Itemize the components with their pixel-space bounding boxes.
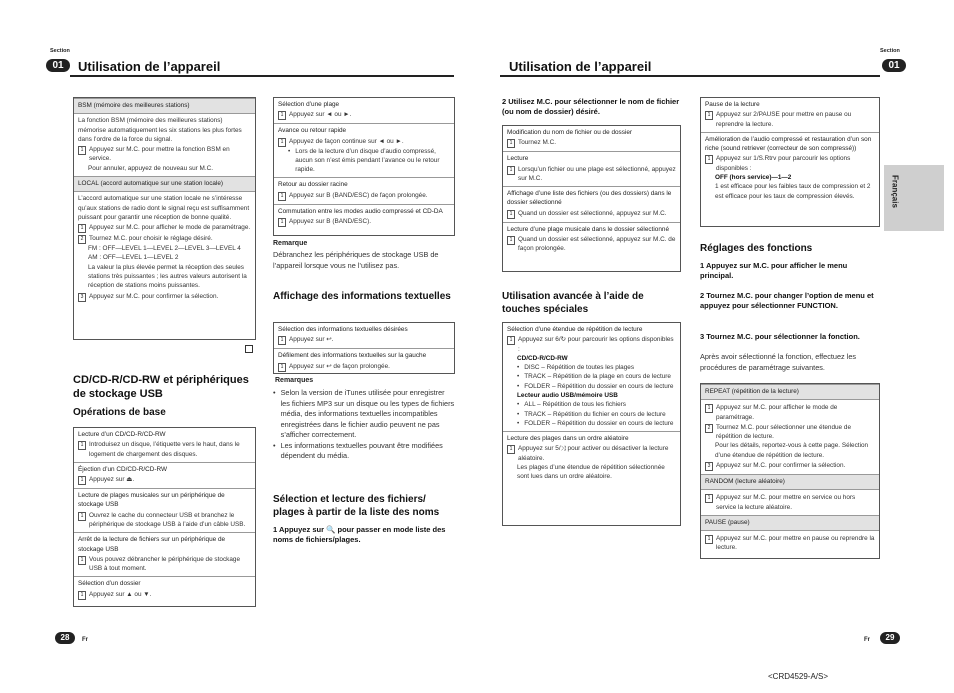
step-1-icon: 1 [78, 556, 86, 565]
repeat-heading: REPEAT (répétition de la lecture) [701, 384, 879, 399]
section-label-left: Section [50, 48, 70, 54]
function-settings-table [700, 383, 880, 559]
table-row: Arrêt de la lecture de fichiers sur un périphérique de stockage USB 1 Vous pouvez débrancher le périphérique de stockage USB à tout moment. [74, 532, 255, 576]
language-label: Français [890, 175, 900, 208]
header-rule-left [70, 75, 454, 77]
settings-heading: Réglages des fonctions [700, 243, 813, 254]
step-2-icon: 2 [78, 235, 86, 244]
header-rule-right [500, 75, 880, 77]
table-row: Affichage d’une liste des fichiers (ou des dossiers) dans le dossier sélectionné 1 Quand un dossier est sélectionné, appuyez sur M.C. [503, 186, 680, 222]
table-row: Avance ou retour rapide 1 Appuyez de façon continue sur ◄ ou ►. • Lors de la lecture d’un disque d’audio compressé, aucun son n’est émis pendant l’avance ou le retour rapide. [274, 123, 454, 177]
step-1-icon: 1 [507, 139, 515, 148]
table-row: Lecture de plages musicales sur un périphérique de stockage USB 1 Ouvrez le cache du connecteur USB et branchez le périphérique de stockage USB à l’aide d’un câble USB. [74, 488, 255, 532]
step-1-icon: 1 [78, 476, 86, 485]
text-info-heading: Affichage des informations textuelles [273, 291, 451, 302]
text-info-table [273, 322, 455, 374]
basic-ops-table [73, 427, 256, 607]
step-1-icon: 1 [78, 512, 86, 521]
step-1-icon: 1 [507, 445, 515, 454]
table-row: Éjection d’un CD/CD-R/CD-RW 1 Appuyez sur ⏏. [74, 462, 255, 488]
pause-sound-table [700, 97, 880, 227]
table-row: Modification du nom de fichier ou de dossier 1 Tournez M.C. [507, 129, 633, 147]
remarques-list [273, 388, 455, 462]
step-1-icon: 1 [278, 336, 286, 345]
settings-step-3: 3 Tournez M.C. pour sélectionner la fonction. [700, 332, 860, 341]
step-1-icon: 1 [705, 111, 713, 120]
step-1-icon: 1 [705, 535, 713, 544]
table-row: Sélection d’une étendue de répétition de lecture 1 Appuyez sur 6/↻ pour parcourir les options disponibles : CD/CD-R/CD-RW • DISC – Répétition de toutes les plages • TRACK – Répétition de la plage en cours de lecture • FOLDER – Répétition du dossier en cours de lecture Lecteur audio USB/mémoire USB • ALL – Répétition de tous les fichiers • TRACK – Répétition du fichier en cours de lecture • FOLDER – Répétition du dossier en cours de lecture [507, 326, 674, 427]
bsm-heading: BSM (mémoire des meilleures stations) [74, 98, 255, 113]
step-1-icon: 1 [78, 224, 86, 233]
random-heading: RANDOM (lecture aléatoire) [701, 474, 879, 489]
basic-ops-heading: Opérations de base [73, 407, 166, 418]
step-1-icon: 1 [705, 494, 713, 503]
document-code: <CRD4529-A/S> [768, 672, 829, 681]
table-row: Sélection d’une plage 1 Appuyez sur ◄ ou ►. [278, 101, 352, 119]
bsm-body: La fonction BSM (mémoire des meilleures stations) mémorise automatiquement les six stations les plus fortes dans l’ordre de la force du signal. 1 Appuyez sur M.C. pour mettre la fonction BSM en service. Pour annuler, appuyez de nouveau sur M.C. [74, 113, 255, 176]
step-1-icon: 1 [705, 155, 713, 164]
step-1-icon: 1 [507, 210, 515, 219]
end-mark-icon [245, 345, 253, 353]
remarques-label: Remarques [275, 377, 314, 384]
table-row: Lecture d’une plage musicale dans le dossier sélectionné 1 Quand un dossier est sélectionné, appuyez sur M.C. de façon prolongée. [503, 222, 680, 257]
pause-heading: PAUSE (pause) [701, 515, 879, 530]
table-row: Lecture des plages dans un ordre aléatoire 1 Appuyez sur 5/⤨ pour activer ou désactiver la lecture aléatoire. Les plages d’une étendue de répétition sélectionnée sont lues dans un ordre aléatoire. [503, 431, 680, 484]
step-1-icon: 1 [278, 218, 286, 227]
step-1-icon: 1 [278, 138, 286, 147]
step-1-icon: 1 [278, 192, 286, 201]
step-1-icon: 1 [705, 404, 713, 413]
table-row: Défilement des informations textuelles sur la gauche 1 Appuyez sur ↩ de façon prolongée. [274, 348, 454, 374]
step-1-icon: 1 [507, 166, 515, 175]
settings-step-1: 1 Appuyez sur M.C. pour afficher le menu principal. [700, 261, 848, 281]
table-row: Commutation entre les modes audio compressé et CD-DA 1 Appuyez sur B (BAND/ESC). [274, 204, 454, 230]
table-row: Retour au dossier racine 1 Appuyez sur B (BAND/ESC) de façon prolongée. [274, 177, 454, 203]
step-2-text: 2 Utilisez M.C. pour sélectionner le nom de fichier (ou nom de dossier) désiré. [502, 97, 680, 117]
remarque-text: Débranchez les périphériques de stockage USB de l’appareil lorsque vous ne l’utilisez pas. [273, 250, 439, 270]
section-number-right: 01 [882, 59, 906, 72]
step-1-icon: 1 [78, 146, 86, 155]
step-3-icon: 3 [78, 293, 86, 302]
step-2-icon: 2 [705, 424, 713, 433]
page-title-right: Utilisation de l’appareil [509, 59, 652, 74]
local-heading: LOCAL (accord automatique sur une station locale) [74, 176, 255, 191]
lang-code-left: Fr [82, 637, 88, 643]
lang-code-right: Fr [864, 637, 870, 643]
random-body: 1 Appuyez sur M.C. pour mettre en service ou hors service la lecture aléatoire. [701, 489, 879, 515]
table-row: Lecture 1 Lorsqu’un fichier ou une plage est sélectionné, appuyez sur M.C. [503, 151, 680, 186]
settings-step-3-note: Après avoir sélectionné la fonction, effectuez les procédures de paramétrage suivantes. [700, 352, 857, 372]
repeat-random-table [502, 322, 681, 526]
list-item: • Selon la version de iTunes utilisée pour enregistrer les fichiers MP3 sur un disque ou les types de fichiers média, des informations textuelles incompatibles enregistrées dans le fichier audio peuvent ne pas s’afficher correctement. [273, 388, 455, 440]
step-1-icon: 1 [78, 441, 86, 450]
selection-step-1: 1 Appuyez sur 🔍 pour passer en mode liste des noms de fichiers/plages. [273, 525, 446, 545]
table-row: Lecture d’un CD/CD-R/CD-RW 1 Introduisez un disque, l’étiquette vers le haut, dans le logement de chargement des disques. [78, 431, 240, 458]
table-row: Sélection d’un dossier 1 Appuyez sur ▲ ou ▼. [74, 576, 255, 602]
repeat-body: 1 Appuyez sur M.C. pour afficher le mode de paramétrage. 2 Tournez M.C. pour sélectionner une étendue de répétition de lecture. Pour les détails, reportez-vous à cette page. Sélection d’une étendue de répétition de lecture. 3 Appuyez sur M.C. pour confirmer la sélection. [701, 399, 879, 474]
step-1-icon: 1 [507, 336, 515, 345]
track-ops-table [273, 97, 455, 236]
pause-body: 1 Appuyez sur M.C. pour mettre en pause ou reprendre la lecture. [701, 530, 879, 556]
advanced-heading: Utilisation avancée à l’aide de touches spéciales [502, 291, 644, 315]
page-number-left: 28 [55, 632, 75, 644]
selection-heading: Sélection et lecture des fichiers/ plages à partir de la liste des noms [273, 494, 440, 518]
step-1-icon: 1 [507, 236, 515, 245]
local-body: L’accord automatique sur une station locale ne s’intéresse qu’aux stations de radio dont le signal reçu est suffisamment puissant pour garantir une réception de bonne qualité. 1 Appuyez sur M.C. pour afficher le mode de paramétrage. 2 Tournez M.C. pour choisir le réglage désiré. FM : OFF—LEVEL 1—LEVEL 2—LEVEL 3—LEVEL 4 AM : OFF—LEVEL 1—LEVEL 2 La valeur la plus élevée permet la réception des seules stations très puissantes ; les autres valeurs autorisent la réception de stations moins puissantes. 3 Appuyez sur M.C. pour confirmer la sélection. [74, 191, 255, 304]
table-row: Amélioration de l’audio compressé et restauration d’un son riche (sound retriever (correcteur de son compressé)) 1 Appuyez sur 1/S.Rtrv pour parcourir les options disponibles : OFF (hors service)—1—2 1 est efficace pour les faibles taux de compression et 2 est efficace pour les taux de compression élevés. [701, 132, 879, 204]
cd-usb-heading: CD/CD-R/CD-RW et périphériques de stockage USB [73, 374, 249, 400]
section-number-left: 01 [46, 59, 70, 72]
step-3-icon: 3 [705, 462, 713, 471]
step-1-icon: 1 [278, 363, 286, 372]
page-number-right: 29 [880, 632, 900, 644]
settings-step-2: 2 Tournez M.C. pour changer l’option de menu et appuyez pour sélectionner FUNCTION. [700, 291, 874, 311]
table-row: Pause de la lecture 1 Appuyez sur 2/PAUSE pour mettre en pause ou reprendre la lecture. [705, 101, 852, 128]
bsm-local-box [73, 97, 256, 340]
table-row: Sélection des informations textuelles désirées 1 Appuyez sur ↩. [278, 326, 408, 344]
page-title-left: Utilisation de l’appareil [78, 59, 221, 74]
step-1-icon: 1 [278, 111, 286, 120]
step-1-icon: 1 [78, 591, 86, 600]
section-label-right: Section [880, 48, 900, 54]
file-select-table [502, 125, 681, 272]
remarque-label: Remarque [273, 240, 308, 247]
list-item: • Les informations textuelles pouvant être modifiées dépendent du média. [273, 440, 443, 461]
